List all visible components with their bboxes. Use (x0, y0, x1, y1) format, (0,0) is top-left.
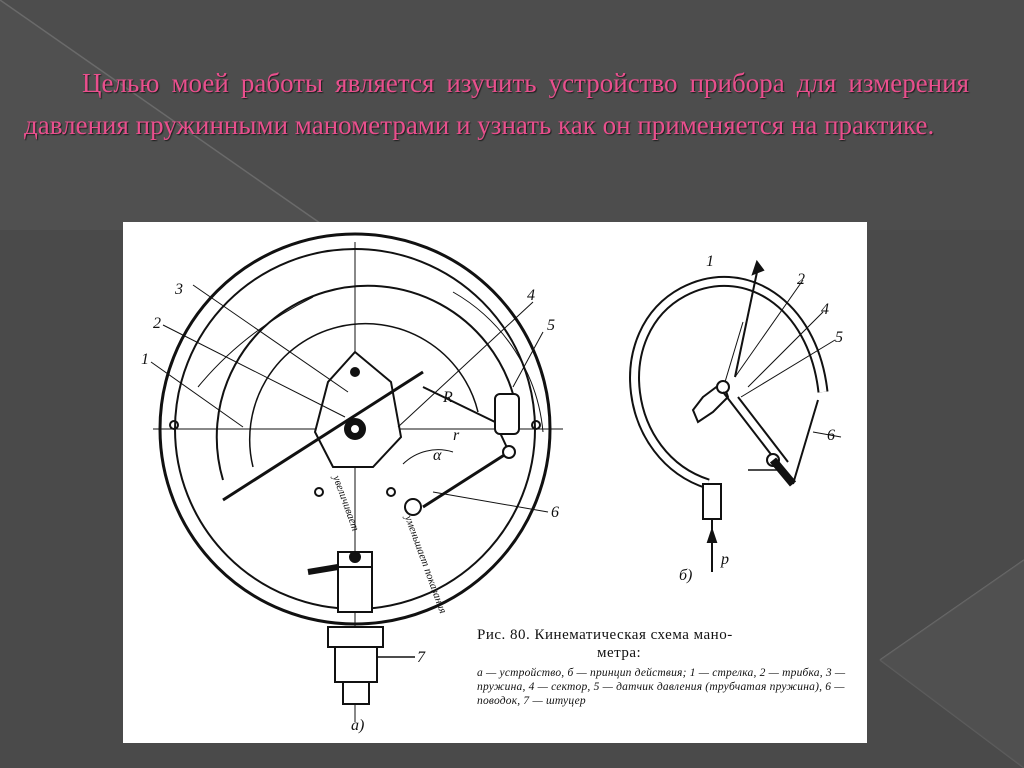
figure-caption (477, 626, 857, 708)
label-a-7: 7 (417, 649, 425, 666)
label-a-2: 2 (153, 315, 161, 332)
caption-title: Рис. 80. Кинематическая схема мано- (477, 627, 733, 643)
label-a-5: 5 (547, 317, 555, 334)
label-R: R (443, 389, 453, 406)
diagram-b (635, 262, 841, 572)
label-a-1: 1 (141, 351, 149, 368)
label-a-3: 3 (175, 281, 183, 298)
label-b-6: 6 (827, 427, 835, 444)
panel-b-tag: б) (679, 567, 693, 584)
caption-body: а — устройство, б — принцип действия; 1 — стрелка, 2 — трибка, 3 — пружина, 4 — сектор, 5 — датчик давления (трубчатая пружина), 6 — поводок, 7 — штуцер (477, 667, 846, 707)
manometer-figure (123, 222, 867, 743)
label-r: r (453, 427, 460, 444)
label-b-5: 5 (835, 329, 843, 346)
arrow-increase-text: увеличивает (330, 473, 362, 533)
panel-a-tag: а) (351, 717, 365, 734)
label-b-1: 1 (706, 253, 714, 270)
caption-title-cont: метра: (597, 645, 642, 661)
label-b-pressure: p (721, 551, 729, 568)
label-alpha: α (433, 447, 442, 464)
arrow-decrease-text: уменьшает показания (402, 513, 449, 616)
label-a-6: 6 (551, 504, 559, 521)
label-b-4: 4 (821, 301, 829, 318)
intro-text: Целью моей работы является изучить устройство прибора для измерения давления пружинными манометрами и узнать как он применяется на практике. (24, 68, 969, 140)
label-b-2: 2 (797, 271, 805, 288)
label-a-4: 4 (527, 287, 535, 304)
